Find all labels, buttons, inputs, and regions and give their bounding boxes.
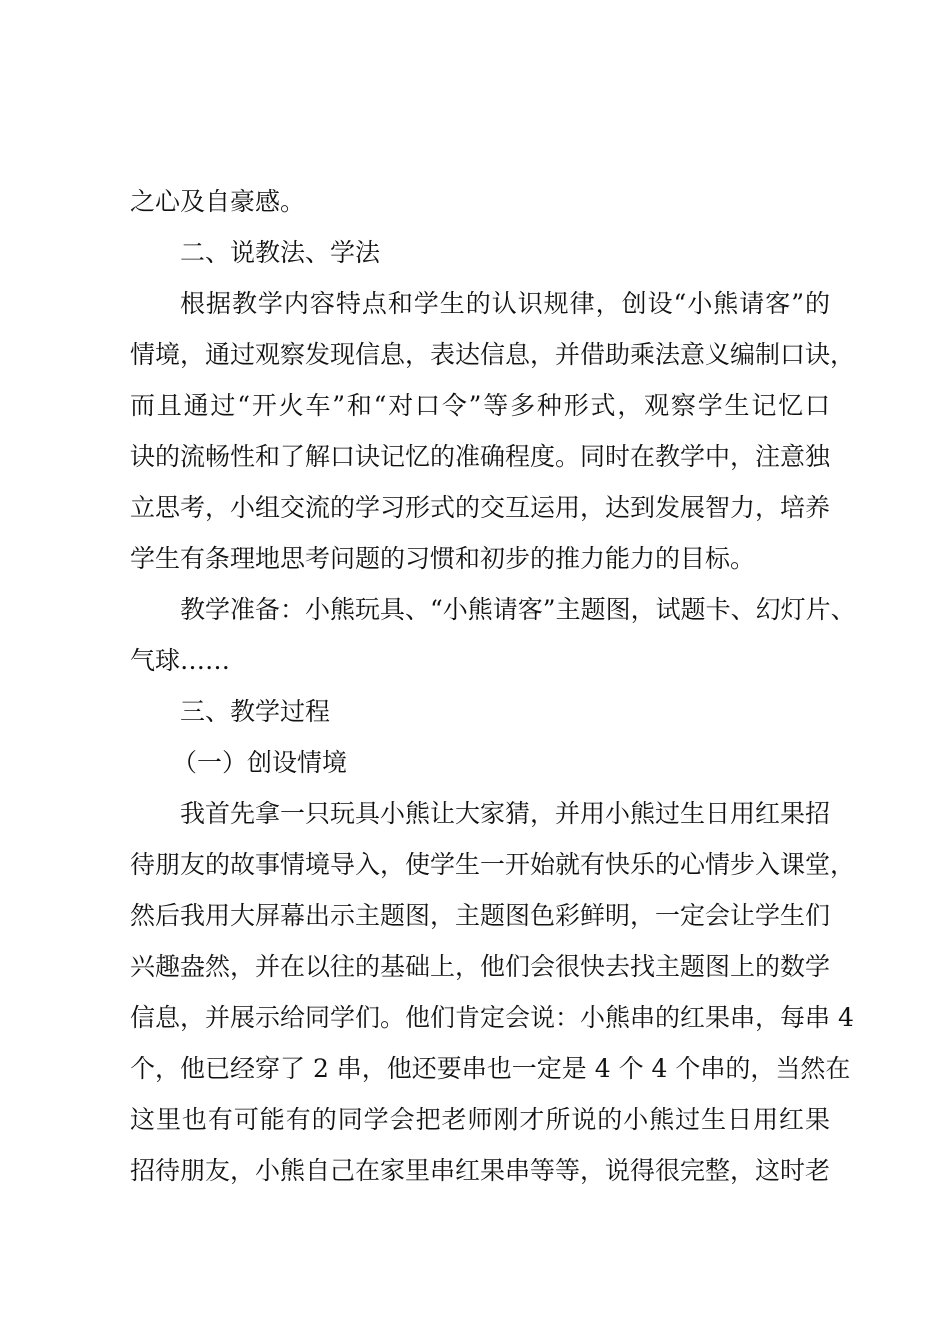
text-line: 招待朋友，小熊自己在家里串红果串等等，说得很完整，这时老 [130,1156,831,1185]
text-line: 我首先拿一只玩具小熊让大家猜，并用小熊过生日用红果招 [180,799,831,828]
section-heading: 二、说教法、学法 [180,238,381,267]
text-line: 情境，通过观察发现信息，表达信息，并借助乘法意义编制口诀， [130,340,856,369]
text-line: 兴趣盎然，并在以往的基础上，他们会很快去找主题图上的数学 [130,952,831,981]
text-line: 信息，并展示给同学们。他们肯定会说：小熊串的红果串，每串 4 [130,1003,854,1032]
text-line: 然后我用大屏幕出示主题图，主题图色彩鲜明，一定会让学生们 [130,901,831,930]
text-line: 这里也有可能有的同学会把老师刚才所说的小熊过生日用红果 [130,1105,830,1134]
text-line: 诀的流畅性和了解口诀记忆的准确程度。同时在教学中，注意独 [130,442,831,471]
text-line: 个，他已经穿了 2 串，他还要串也一定是 4 个 4 个串的，当然在 [130,1054,851,1083]
text-line: 之心及自豪感。 [130,187,306,216]
text-line: 待朋友的故事情境导入，使学生一开始就有快乐的心情步入课堂， [130,850,856,879]
text-line: 而且通过“开火车”和“对口令”等多种形式，观察学生记忆口 [130,391,830,420]
subsection-heading: （一）创设情境 [172,748,348,777]
text-line: 气球…… [130,646,231,675]
section-heading: 三、教学过程 [180,697,331,726]
text-line: 根据教学内容特点和学生的认识规律，创设“小熊请客”的 [180,289,830,318]
text-line: 立思考，小组交流的学习形式的交互运用，达到发展智力，培养 [130,493,831,522]
text-line: 教学准备：小熊玩具、“小熊请客”主题图，试题卡、幻灯片、 [180,595,856,624]
text-line: 学生有条理地思考问题的习惯和初步的推力能力的目标。 [130,544,756,573]
